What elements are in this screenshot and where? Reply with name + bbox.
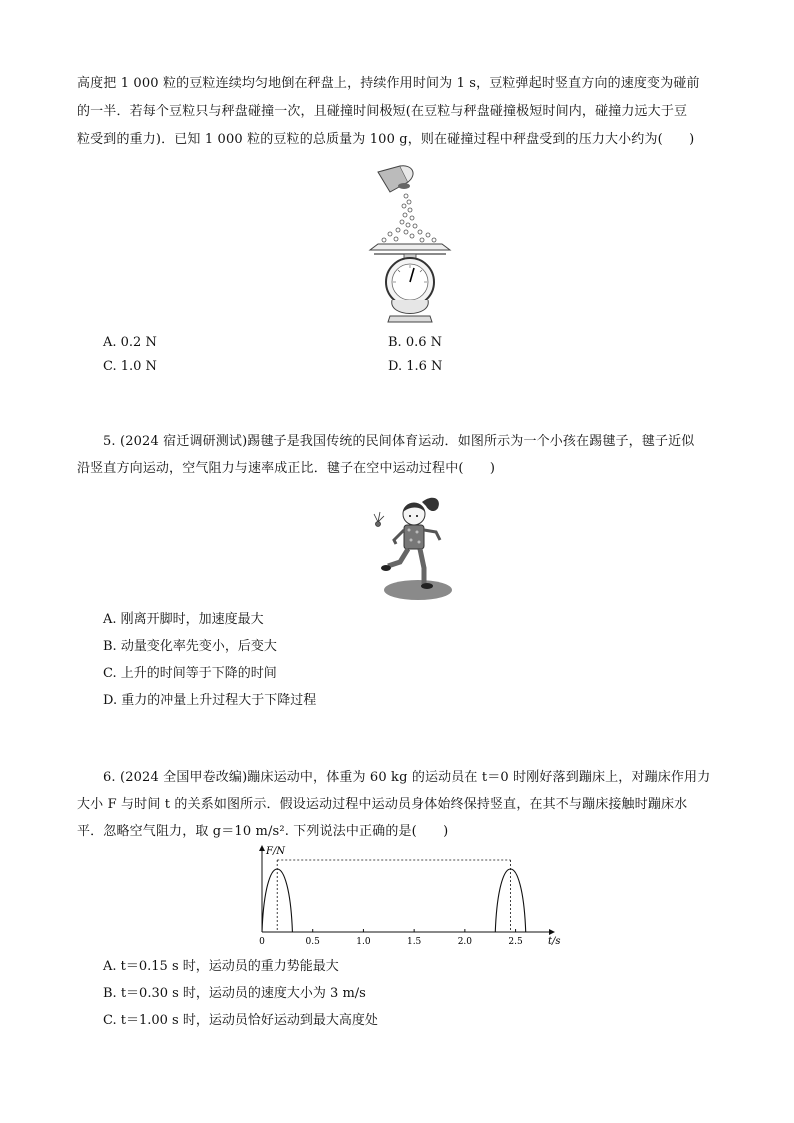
q5-option-d: D. 重力的冲量上升过程大于下降过程 — [103, 693, 317, 708]
q6-option-a: A. t＝0.15 s 时，运动员的重力势能最大 — [103, 959, 339, 974]
force-time-chart — [250, 842, 570, 950]
scale-illustration-icon — [360, 160, 460, 330]
kid-kicking-shuttlecock-icon — [370, 492, 460, 604]
q5-option-b: B. 动量变化率先变小，后变大 — [103, 639, 277, 654]
q4-option-a: A. 0.2 N — [103, 335, 157, 350]
q6-option-b: B. t＝0.30 s 时，运动员的速度大小为 3 m/s — [103, 986, 366, 1001]
x-tick-label: 0 — [259, 937, 265, 947]
x-axis-label: t/s — [548, 936, 561, 947]
q4-option-b: B. 0.6 N — [388, 335, 442, 350]
x-tick-label: 1.0 — [356, 937, 371, 947]
q4-option-c: C. 1.0 N — [103, 359, 157, 374]
q5-option-c: C. 上升的时间等于下降的时间 — [103, 666, 277, 681]
q4-option-d: D. 1.6 N — [388, 359, 443, 374]
x-tick-label: 1.5 — [406, 937, 422, 947]
x-tick-label: 0.5 — [305, 937, 320, 947]
q4-line-2: 的一半．若每个豆粒只与秤盘碰撞一次，且碰撞时间极短(在豆粒与秤盘碰撞极短时间内，碰撞力远大于豆 — [77, 104, 688, 119]
q4-line-1: 高度把 1 000 粒的豆粒连续均匀地倒在秤盘上，持续作用时间为 1 s，豆粒弹起时竖直方向的速度变为碰前 — [77, 76, 700, 91]
q6-line-2: 大小 F 与时间 t 的关系如图所示．假设运动过程中运动员身体始终保持竖直，在其不与蹦床接触时蹦床水 — [77, 797, 688, 812]
x-tick-label: 2.5 — [508, 937, 523, 947]
q5-line-2: 沿竖直方向运动，空气阻力与速率成正比．毽子在空中运动过程中( ) — [77, 461, 496, 476]
q4-line-3: 粒受到的重力)．已知 1 000 粒的豆粒的总质量为 100 g，则在碰撞过程中秤盘受到的压力大小约为( ) — [77, 132, 695, 147]
q6-line-3: 平．忽略空气阻力，取 g＝10 m/s². 下列说法中正确的是( ) — [77, 824, 449, 839]
q6-line-1: 6. (2024 全国甲卷改编)蹦床运动中，体重为 60 kg 的运动员在 t＝0 时刚好落到蹦床上，对蹦床作用力 — [103, 770, 711, 785]
q5-line-1: 5. (2024 宿迁调研测试)踢毽子是我国传统的民间体育运动．如图所示为一个小孩在踢毽子，毽子近似 — [103, 434, 695, 449]
q5-option-a: A. 刚离开脚时，加速度最大 — [103, 612, 264, 627]
x-tick-label: 2.0 — [457, 937, 473, 947]
q6-option-c: C. t＝1.00 s 时，运动员恰好运动到最大高度处 — [103, 1013, 378, 1028]
y-axis-label: F/N — [266, 846, 286, 857]
